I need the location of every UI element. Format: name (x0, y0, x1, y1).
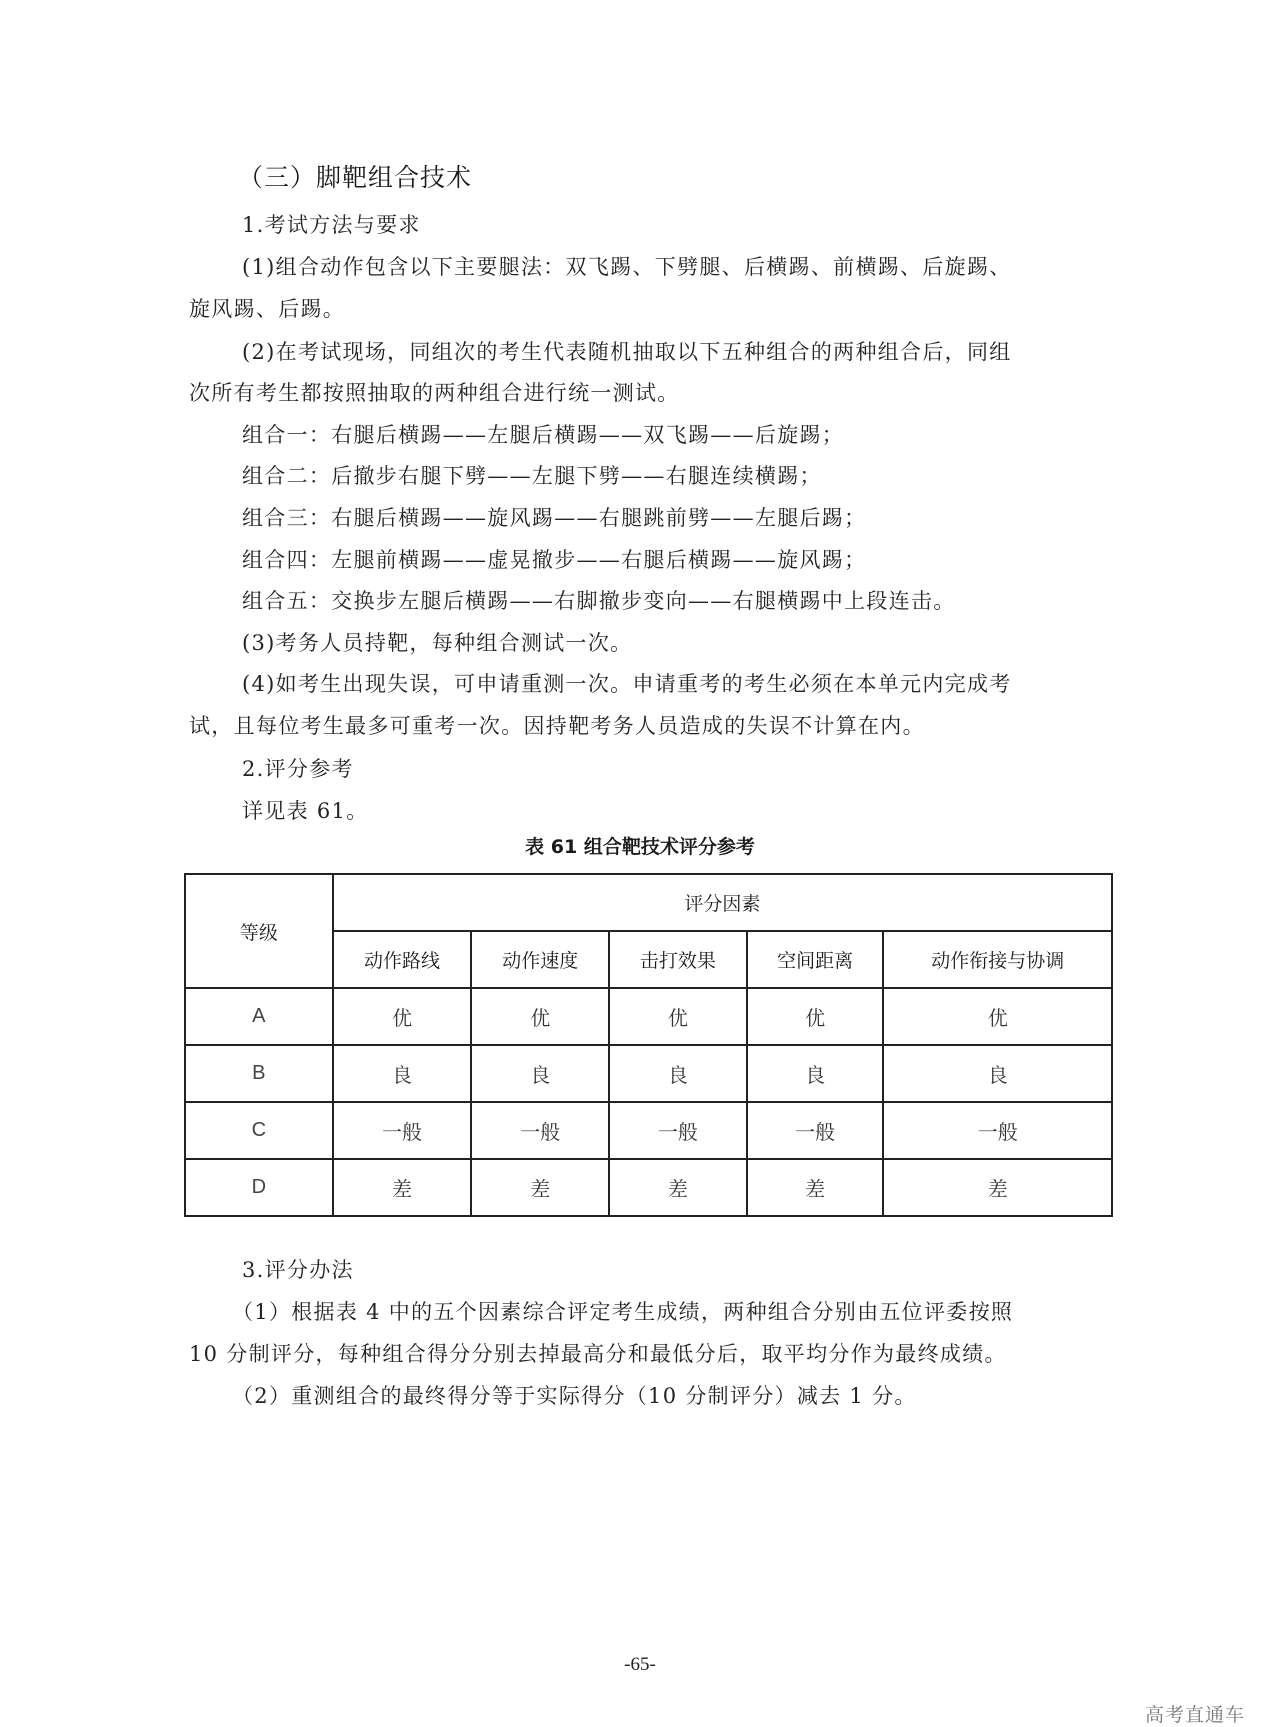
table-cell: 优 (883, 988, 1112, 1045)
combo-line-1: 组合一：右腿后横踢——左腿后横踢——双飞踢——后旋踢； (242, 423, 845, 447)
column-header: 空间距离 (747, 931, 884, 988)
table-row (185, 1159, 1112, 1216)
table-caption: 表 61 组合靶技术评分参考 (525, 836, 755, 858)
table-cell: 良 (747, 1045, 884, 1102)
table-cell: 良 (471, 1045, 609, 1102)
column-header: 动作速度 (471, 931, 609, 988)
section-heading: （三）脚靶组合技术 (238, 163, 473, 192)
combo-line-4: 组合四：左腿前横踢——虚晃撤步——右腿后横踢——旋风踢； (242, 548, 867, 572)
column-header: 击打效果 (609, 931, 747, 988)
table-reference-note: 详见表 61。 (242, 799, 369, 823)
grade-cell: A (185, 988, 333, 1045)
paragraph-item4-line1: (4)如考生出现失误，可申请重测一次。申请重考的考生必须在本单元内完成考 (242, 672, 1012, 696)
page-number: -65- (624, 1654, 656, 1675)
table-cell: 优 (333, 988, 472, 1045)
table-cell: 差 (883, 1159, 1112, 1216)
paragraph-item4-line2: 试，且每位考生最多可重考一次。因持靶考务人员造成的失误不计算在内。 (189, 714, 925, 738)
table-cell: 优 (471, 988, 609, 1045)
table-cell: 一般 (333, 1102, 472, 1159)
factor-header: 评分因素 (333, 874, 1112, 931)
table-cell: 优 (747, 988, 884, 1045)
table-cell: 良 (883, 1045, 1112, 1102)
table-row (185, 988, 1112, 1045)
table-cell: 一般 (471, 1102, 609, 1159)
paragraph-item2-line1: (2)在考试现场，同组次的考生代表随机抽取以下五种组合的两种组合后，同组 (242, 340, 1012, 364)
table-cell: 差 (333, 1159, 472, 1216)
watermark: 高考直通车 (1145, 1704, 1246, 1726)
scoring-item1-line1: （1）根据表 4 中的五个因素综合评定考生成绩，两种组合分别由五位评委按照 (232, 1300, 1014, 1324)
paragraph-item1-line2: 旋风踢、后踢。 (189, 297, 346, 321)
table-cell: 差 (609, 1159, 747, 1216)
subsection-title-scoring-method: 3.评分办法 (242, 1258, 354, 1282)
table-cell: 差 (471, 1159, 609, 1216)
combo-line-3: 组合三：右腿后横踢——旋风踢——右腿跳前劈——左腿后踢； (242, 506, 867, 530)
column-header: 动作路线 (333, 931, 472, 988)
subsection-title-exam-method: 1.考试方法与要求 (242, 213, 421, 237)
table-cell: 优 (609, 988, 747, 1045)
grade-cell: C (185, 1102, 333, 1159)
table-cell: 良 (609, 1045, 747, 1102)
table-row (185, 1102, 1112, 1159)
grade-cell: B (185, 1045, 333, 1102)
paragraph-item2-line2: 次所有考生都按照抽取的两种组合进行统一测试。 (189, 381, 680, 405)
scoring-item2: （2）重测组合的最终得分等于实际得分（10 分制评分）减去 1 分。 (232, 1384, 917, 1408)
paragraph-item1-line1: (1)组合动作包含以下主要腿法：双飞踢、下劈腿、后横踢、前横踢、后旋踢、 (242, 255, 1012, 279)
grade-cell: D (185, 1159, 333, 1216)
scoring-item1-line2: 10 分制评分，每种组合得分分别去掉最高分和最低分后，取平均分作为最终成绩。 (189, 1342, 1007, 1366)
subsection-title-scoring-reference: 2.评分参考 (242, 757, 354, 781)
combo-line-5: 组合五：交换步左腿后横踢——右脚撤步变向——右腿横踢中上段连击。 (242, 589, 956, 613)
paragraph-item3: (3)考务人员持靶，每种组合测试一次。 (242, 631, 633, 655)
table-header-row (185, 874, 1112, 931)
table-cell: 良 (333, 1045, 472, 1102)
combo-line-2: 组合二：后撤步右腿下劈——左腿下劈——右腿连续横踢； (242, 464, 822, 488)
table-cell: 一般 (747, 1102, 884, 1159)
table-cell: 差 (747, 1159, 884, 1216)
table-row (185, 1045, 1112, 1102)
grade-header: 等级 (185, 874, 333, 988)
column-header: 动作衔接与协调 (883, 931, 1112, 988)
table-cell: 一般 (609, 1102, 747, 1159)
table-cell: 一般 (883, 1102, 1112, 1159)
scoring-table (184, 873, 1113, 1217)
